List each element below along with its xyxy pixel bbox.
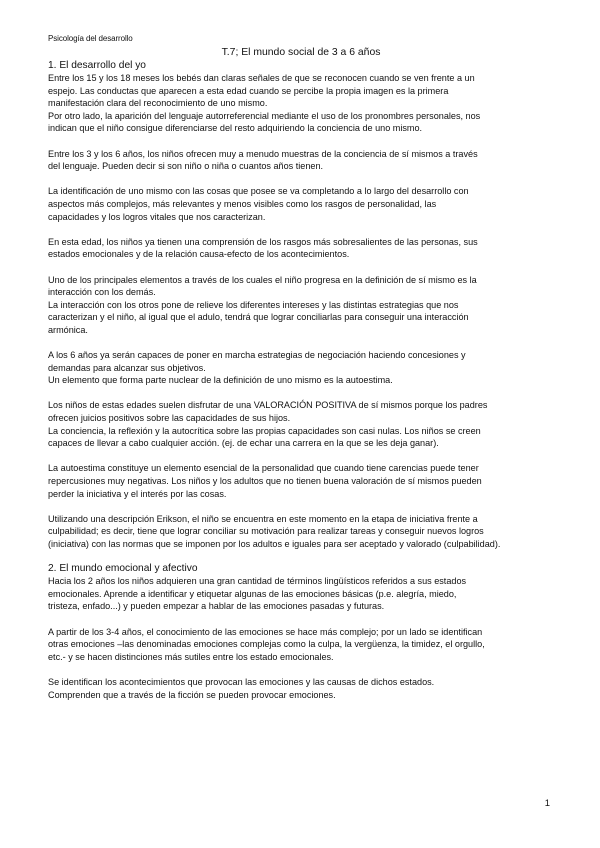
text-line: culpabilidad; es decir, tiene que lograr conciliar su motivación para realizar tareas y conseguir nuevos logros [48,526,484,537]
text-line: La conciencia, la reflexión y la autocrítica sobre las propias capacidades son casi nulas. Los niños se creen [48,425,481,436]
text-line: estados emocionales y de la relación causa-efecto de los acontecimientos. [48,249,350,260]
document-title: T.7; El mundo social de 3 a 6 años [221,47,381,58]
text-line: Uno de los principales elementos a través de los cuales el niño progresa en la definición de sí mismo es la [48,274,477,285]
document-body [48,60,554,701]
text-line: Comprenden que a través de la ficción se pueden provocar emociones. [48,689,336,700]
text-line: La interacción con los otros pone de relieve los diferentes intereses y las distintas estrategias que nos [48,299,459,310]
section-heading: 1. El desarrollo del yo [48,60,146,71]
paragraph [48,148,554,173]
text-line: repercusiones muy negativas. Los niños y los adultos que no tienen buena valoración de sí mismos pueden [48,476,482,486]
paragraph [48,274,554,337]
paragraph [48,626,554,664]
text-line: Entre los 15 y los 18 meses los bebés dan claras señales de que se reconocen cuando se ven frente a un [48,73,475,83]
text-line: emocionales. Aprende a identificar y etiquetar algunas de las emociones básicas (p.e. alegría, miedo, [48,588,457,599]
text-line: indican que el niño consigue diferenciarse del resto adquiriendo la conciencia de uno mismo. [48,123,423,134]
text-line: tristeza, enfado...) y pueden empezar a hablar de las emociones pasadas y futuras. [48,601,385,612]
text-line: La autoestima constituye un elemento esencial de la personalidad que cuando tiene carencias puede tener [48,463,479,474]
text-line: Un elemento que forma parte nuclear de la definición de uno mismo es la autoestima. [48,375,393,386]
paragraph [48,575,554,613]
text-line: interacción con los demás. [48,287,156,298]
text-line: capacidades y los logros vitales que nos caracterizan. [48,211,266,222]
text-line: Se identifican los acontecimientos que provocan las emociones y las causas de dichos estados. [48,676,435,687]
text-line: etc.- y se hacen distinciones más sutiles entre los estado emocionales. [48,651,334,662]
text-line: La identificación de uno mismo con las cosas que posee se va completando a lo largo del desarrollo con [48,186,469,197]
text-line: Utilizando una descripción Erikson, el niño se encuentra en este momento en la etapa de iniciativa frente a [48,513,478,524]
text-line: Por otro lado, la aparición del lenguaje autorreferencial mediante el uso de los pronombres personales, nos [48,110,481,121]
text-line: En esta edad, los niños ya tienen una comprensión de los rasgos más sobresalientes de las personas, sus [48,236,478,247]
paragraph [48,349,554,387]
text-line: (iniciativa) con las normas que se imponen por los adultos e iguales para ser aceptado y valorado (culpabilidad). [48,538,501,549]
section-heading: 2. El mundo emocional y afectivo [48,563,198,575]
running-header: Psicología del desarrollo [48,34,133,43]
text-line: caracterizan y el niño, al igual que el adulo, tendrá que lograr conciliarlas para conseguir una interacción [48,312,469,323]
text-line: otras emociones –las denominadas emociones complejas como la culpa, la vergüenza, la timidez, el orgullo, [48,639,485,650]
text-line: Hacia los 2 años los niños adquieren una gran cantidad de términos lingüísticos referidos a sus estados [48,576,467,587]
page-number: 1 [544,798,550,809]
text-line: manifestación clara del reconocimiento de uno mismo. [48,98,268,109]
text-line: espejo. Las conductas que aparecen a esta edad cuando se percibe la propia imagen es la primera [48,85,449,96]
text-line: Entre los 3 y los 6 años, los niños ofrecen muy a menudo muestras de la conciencia de sí mismos a través [48,148,478,159]
text-line: demandas para alcanzar sus objetivos. [48,362,206,373]
paragraph [48,676,554,701]
text-line: del lenguaje. Pueden decir si son niño o niña o cuantos años tienen. [48,161,324,172]
paragraph [48,236,554,261]
paragraph [48,462,554,500]
text-line: A partir de los 3-4 años, el conocimiento de las emociones se hace más complejo; por un lado se identifican [48,626,483,637]
paragraph [48,72,554,135]
text-line: armónica. [48,324,88,335]
paragraph [48,185,554,223]
text-line: Los niños de estas edades suelen disfrutar de una VALORACIÓN POSITIVA de sí mismos porque los padres [48,400,488,411]
paragraph [48,513,554,551]
paragraph [48,399,554,449]
text-line: capaces de llevar a cabo cualquier acción. (ej. de echar una carrera en la que se les deja ganar). [48,438,439,449]
text-line: aspectos más complejos, más relevantes y menos visibles como los rasgos de personalidad, las [48,198,437,209]
text-line: ofrecen juicios positivos sobre las capacidades de sus hijos. [48,413,291,424]
text-line: perder la iniciativa y el interés por las cosas. [48,488,227,499]
text-line: A los 6 años ya serán capaces de poner en marcha estrategias de negociación haciendo concesiones y [48,350,466,361]
